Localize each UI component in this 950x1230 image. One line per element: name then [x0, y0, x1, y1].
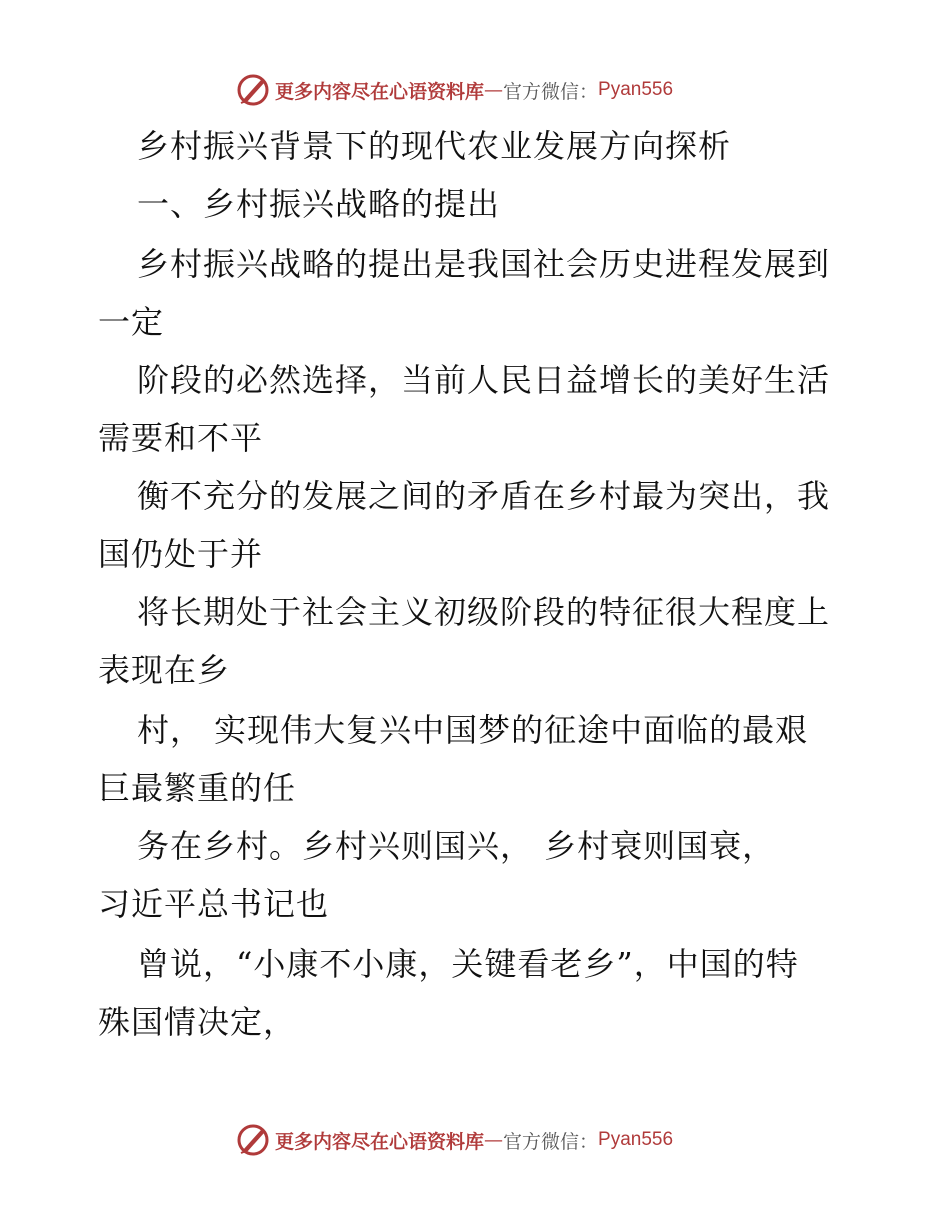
paragraph-line: 乡村振兴战略的提出是我国社会历史进程发展到 — [137, 245, 831, 283]
paragraph-line: 国仍处于并 — [98, 535, 264, 573]
section-heading: 一、乡村振兴战略的提出 — [137, 185, 501, 223]
footer-wechat-label: 官方微信： — [503, 1130, 599, 1153]
paragraph-line: 殊国情决定， — [98, 1003, 297, 1041]
header-site-name: 更多内容尽在心语资料库 — [275, 80, 485, 103]
paragraph-line: 衡不充分的发展之间的矛盾在乡村最为突出，我 — [137, 477, 831, 515]
paragraph-line: 村， 实现伟大复兴中国梦的征途中面临的最艰 — [137, 711, 809, 749]
header-banner — [235, 72, 673, 108]
header-wechat-label: 官方微信： — [503, 80, 599, 103]
paragraph-line: 曾说，“小康不小康，关键看老乡”，中国的特 — [137, 945, 799, 983]
footer-banner — [235, 1122, 673, 1158]
document-title: 乡村振兴背景下的现代农业发展方向探析 — [137, 127, 732, 165]
paragraph-line: 将长期处于社会主义初级阶段的特征很大程度上 — [137, 593, 831, 631]
footer-wechat-id: Pyan556 — [598, 1129, 674, 1150]
header-wechat-id: Pyan556 — [598, 79, 674, 100]
header-dash: — — [484, 79, 504, 101]
paragraph-line: 阶段的必然选择，当前人民日益增长的美好生活 — [137, 361, 831, 399]
quill-logo-icon — [235, 1122, 271, 1158]
footer-site-name: 更多内容尽在心语资料库 — [275, 1130, 485, 1153]
paragraph-line: 习近平总书记也 — [98, 885, 330, 923]
footer-dash: — — [484, 1129, 504, 1151]
paragraph-line: 需要和不平 — [98, 419, 264, 457]
quill-logo-icon — [235, 72, 271, 108]
paragraph-line: 务在乡村。乡村兴则国兴， 乡村衰则国衰， — [137, 827, 776, 865]
paragraph-line: 表现在乡 — [98, 651, 231, 689]
paragraph-line: 巨最繁重的任 — [98, 769, 297, 807]
paragraph-line: 一定 — [98, 303, 165, 341]
